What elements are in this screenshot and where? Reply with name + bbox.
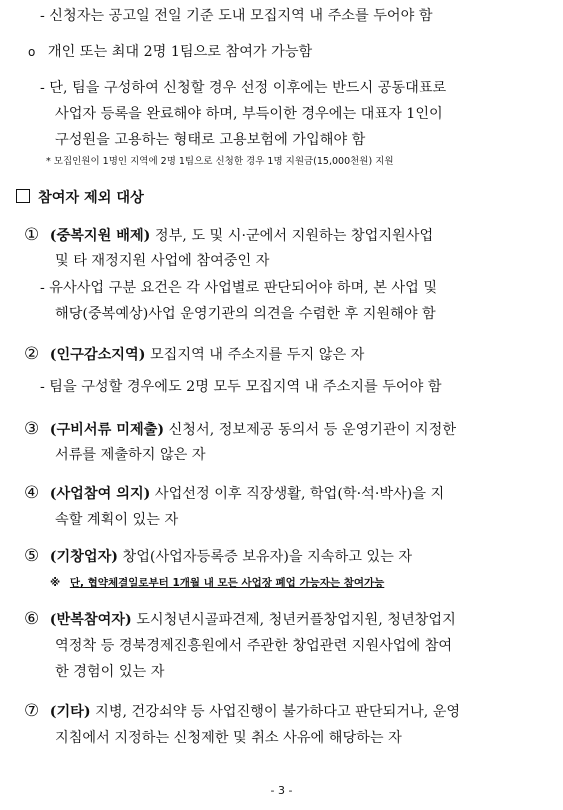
section-title: 참여자 제외 대상	[38, 190, 144, 206]
item-number: ⑥	[24, 609, 40, 629]
note-line	[50, 573, 384, 593]
item-text: 창업(사업자등록증 보유자)을 지속하고 있는 자	[118, 549, 413, 565]
item-text: 지병, 건강쇠약 등 사업진행이 불가하다고 판단되거나, 운영	[90, 704, 461, 720]
bullet-text: 개인 또는 최대 2명 1팀으로 참여가 가능함	[47, 44, 313, 60]
item-label: (인구감소지역)	[49, 347, 146, 363]
item-label: (구비서류 미제출)	[49, 422, 165, 438]
checkbox-square-icon	[16, 189, 30, 203]
list-item	[24, 344, 364, 365]
item-number: ④	[24, 483, 40, 503]
text-line: 구성원을 고용하는 형태로 고용보험에 가입해야 함	[55, 132, 366, 148]
item-label: (반복참여자)	[49, 612, 132, 628]
sub-text: - 유사사업 구분 요건은 각 사업별로 판단되어야 하며, 본 사업 및	[40, 280, 438, 296]
item-text: 한 경험이 있는 자	[55, 664, 165, 680]
list-item	[24, 419, 456, 440]
item-label: (기창업자)	[49, 549, 119, 565]
item-number: ①	[24, 225, 40, 245]
section-heading	[16, 188, 144, 208]
item-text: 역정착 등 경북경제진흥원에서 주관한 창업관련 지원사업에 참여	[55, 638, 453, 654]
note-mark: ※	[50, 577, 61, 589]
sub-text: - 팀을 구성할 경우에도 2명 모두 모집지역 내 주소지를 두어야 함	[40, 379, 442, 395]
item-label: (기타)	[49, 704, 91, 720]
item-number: ③	[24, 419, 40, 439]
item-label: (사업참여 의지)	[49, 486, 151, 502]
list-item	[24, 483, 444, 504]
item-text: 정부, 도 및 시·군에서 지원하는 창업지원사업	[150, 228, 434, 244]
list-item	[24, 546, 412, 567]
item-text: 및 타 재정지원 사업에 참여중인 자	[55, 253, 270, 269]
text-line: - 신청자는 공고일 전일 기준 도내 모집지역 내 주소를 두어야 함	[40, 8, 433, 24]
item-text: 도시청년시골파견제, 청년커플창업지원, 청년창업지	[131, 612, 456, 628]
item-text: 신청서, 정보제공 동의서 등 운영기관이 지정한	[164, 422, 457, 438]
list-item	[24, 609, 456, 630]
item-text: 사업선정 이후 직장생활, 학업(학·석·박사)을 지	[150, 486, 445, 502]
page-number: - 3 -	[270, 784, 293, 797]
text-line: 사업자 등록을 완료해야 하며, 부득이한 경우에는 대표자 1인이	[55, 106, 443, 122]
item-text: 서류를 제출하지 않은 자	[55, 447, 206, 463]
item-number: ⑦	[24, 701, 40, 721]
item-text: 속할 계획이 있는 자	[55, 512, 179, 528]
bullet-line	[28, 42, 312, 62]
item-label: (중복지원 배제)	[49, 228, 151, 244]
list-item	[24, 701, 460, 722]
item-text: 지침에서 지정하는 신청제한 및 취소 사유에 해당하는 자	[55, 730, 402, 746]
sub-text: 해당(중복예상)사업 운영기관의 의견을 수렴한 후 지원해야 함	[55, 306, 436, 322]
item-number: ⑤	[24, 546, 40, 566]
item-text: 모집지역 내 주소지를 두지 않은 자	[145, 347, 365, 363]
note-text: 단, 협약체결일로부터 1개월 내 모든 사업장 폐업 가능자는 참여가능	[69, 577, 385, 589]
item-number: ②	[24, 344, 40, 364]
footnote-line: * 모집인원이 1명인 지역에 2명 1팀으로 신청한 경우 1명 지원금(15,000천원) 지원	[46, 156, 394, 167]
text-line: - 단, 팀을 구성하여 신청할 경우 선정 이후에는 반드시 공동대표로	[40, 80, 447, 96]
bullet-marker: o	[28, 45, 36, 59]
list-item	[24, 225, 433, 246]
